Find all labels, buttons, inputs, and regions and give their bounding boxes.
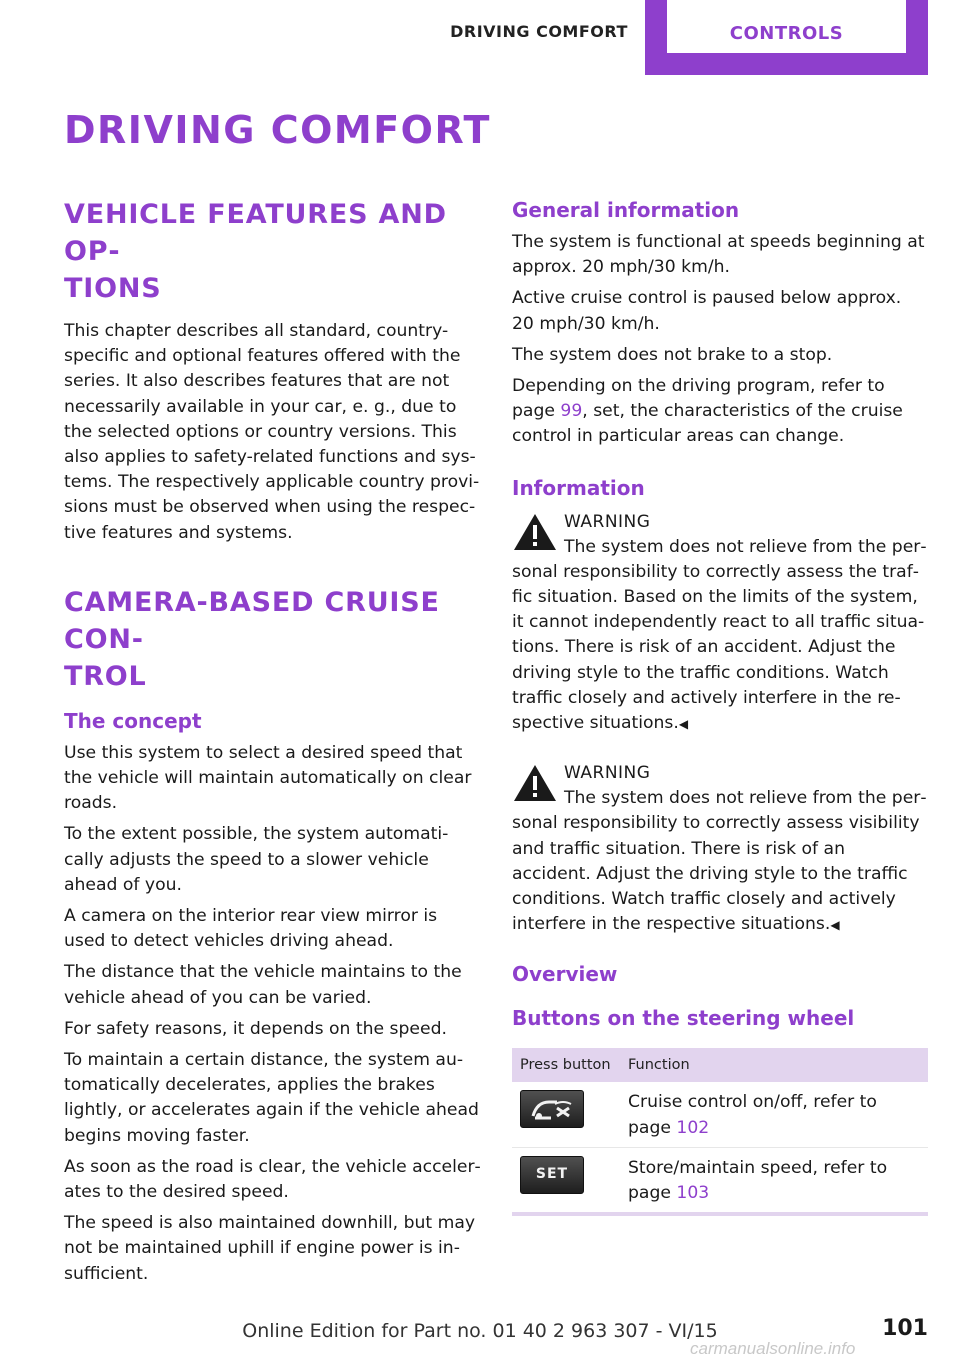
page-number: 101 [882,1316,928,1341]
column-header-function: Function [620,1048,928,1082]
function-text: Cruise control on/off, refer to page [628,1092,877,1138]
footer-edition: Online Edition for Part no. 01 40 2 963 307 - VI/15 [242,1320,718,1342]
warning-label: WARNING [564,511,651,532]
information-heading: Information [512,475,645,500]
press-button-cell [512,1082,620,1147]
cruise-heading-line2: TROL [64,660,147,692]
running-header-tab-label: CONTROLS [667,0,906,53]
warning-label: WARNING [564,763,651,784]
concept-paragraph: To the extent possible, the system automati‐cally adjusts the speed to a slower vehicle ahead of you. [64,824,449,895]
function-cell [620,1147,928,1214]
concept-paragraph: A camera on the interior rear view mirror is used to detect vehicles driving ahead. [64,906,438,952]
warning-box [512,761,928,938]
vehicle-features-heading [64,196,482,307]
concept-paragraph: The speed is also maintained downhill, but may not be maintained uphill if engine power is in‐sufficient. [64,1213,476,1284]
table-row [512,1147,928,1214]
watermark: carmanualsonline.info [690,1339,856,1358]
general-paragraph: The system does not brake to a stop. [512,344,833,365]
set-button-icon [520,1156,584,1194]
concept-paragraph: Use this system to select a desired speed that the vehicle will maintain automatically on clear roads. [64,742,472,814]
page-link-102[interactable]: 102 [676,1117,710,1138]
general-paragraph: Active cruise control is paused below approx. 20 mph/30 km/h. [512,288,902,334]
cruise-control-icon [520,1090,584,1128]
vehicle-heading-line1: VEHICLE FEATURES AND OP‐ [64,199,447,267]
concept-paragraph: The distance that the vehicle maintains to the vehicle ahead of you can be varied. [64,962,462,1008]
general-paragraph: The system is functional at speeds beginning at approx. 20 mph/30 km/h. [512,232,925,278]
table-header-row [512,1048,928,1082]
warning-box [512,510,928,738]
warning-text-body: The system does not relieve from the per‐sonal responsibility to correctly assess visibility and traffic situation. There is risk of an accident. Adjust the driving style to the traffic conditions. Watch traffic closely and actively interfere in the respective situations. [512,788,927,935]
cruise-heading-line1: CAMERA-BASED CRUISE CON‐ [64,586,440,655]
warning-text-body: The system does not relieve from the per‐sonal responsibility to correctly assess the traf‐fic situation. Based on the limits of the system, it cannot independently react to all traffic situa‐tions. There is risk of an accident. Adjust the driving style to the traffic conditions. Watch traffic closely and actively interfere in the re‐spective situations. [512,536,927,734]
function-cell [620,1082,928,1147]
press-button-cell [512,1147,620,1214]
concept-paragraph: To maintain a certain distance, the system au‐tomatically decelerates, applies the brakes lightly, or accelerates again if the vehicle ahead begins moving faster. [64,1050,479,1146]
page-link-99[interactable]: 99 [560,401,583,422]
warning-triangle-icon [512,512,558,552]
concept-paragraph: As soon as the road is clear, the vehicle acceler‐ates to the desired speed. [64,1156,481,1203]
running-header-tab [645,0,928,75]
column-header-press-button: Press button [512,1048,620,1082]
vehicle-heading-line2: TIONS [64,273,162,304]
concept-heading: The concept [64,708,202,733]
warning-triangle-icon [512,763,558,803]
warning-text [512,786,928,938]
set-button-text: SET [535,1166,569,1183]
cruise-control-heading [64,584,482,695]
buttons-heading: Buttons on the steering wheel [512,1006,855,1031]
vehicle-features-text: This chapter describes all standard, country-specific and optional features offered with the series. It also describes features that are not necessarily available in your car, e. g., due to the selected options or country versions. This also applies to safety-related functions and sys‐tems. The respectively applicable country provi‐sions must be observed when using the respec‐tive features and systems. [64,321,480,543]
buttons-table [512,1048,928,1216]
general-p4-before: Depending on the driving program, refer to page [512,376,885,422]
table-row [512,1082,928,1147]
right-column [512,196,928,1216]
warning-text [512,535,928,738]
general-information-heading: General information [512,198,740,222]
left-column [64,196,482,1293]
overview-heading: Overview [512,962,618,987]
function-text: Store/maintain speed, refer to page [628,1157,888,1204]
page-title: DRIVING COMFORT [64,108,491,152]
end-mark: ◀ [678,717,689,732]
general-p4-after: , set, the characteristics of the cruise control in particular areas can change. [512,401,903,447]
concept-paragraph: For safety reasons, it depends on the speed. [64,1018,447,1039]
running-header-section: DRIVING COMFORT [450,22,628,41]
page-link-103[interactable]: 103 [676,1183,710,1204]
general-paragraph [512,374,928,450]
end-mark: ◀ [830,918,840,933]
